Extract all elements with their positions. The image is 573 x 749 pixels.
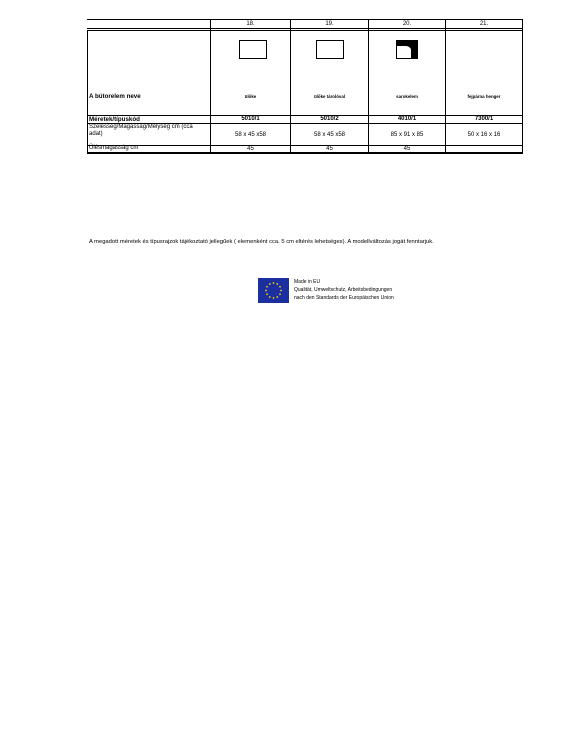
eu-star xyxy=(276,296,278,298)
seat-height-value: 45 xyxy=(326,145,333,152)
eu-star xyxy=(269,283,271,285)
type-code: 4010/1 xyxy=(397,116,417,122)
row-label-name: A bútorelem neve xyxy=(89,92,141,100)
eu-star xyxy=(266,286,268,288)
row-label-dimensions: Szélesség/Magasság/Mélység cm (cca adat) xyxy=(89,124,193,137)
eu-label-line: Made in EU xyxy=(294,279,321,285)
element-name: ülőke xyxy=(244,93,257,99)
row-label-code: Méretek/típuskód xyxy=(89,115,140,123)
seat-height-value xyxy=(446,145,522,152)
eu-star xyxy=(273,297,275,299)
eu-label-line: nach den Standards der Europäischen Union xyxy=(294,295,394,302)
eu-star xyxy=(269,296,271,298)
dimensions-value: 58 x 45 x58 xyxy=(313,131,346,138)
element-name: fejpárna henger xyxy=(467,93,501,99)
eu-star xyxy=(266,293,268,295)
element-name: sarokelem xyxy=(396,93,418,99)
eu-flag-icon xyxy=(258,278,289,303)
eu-label-line: Qualität, Umweltschutz, Arbeitsbedingungen xyxy=(294,287,393,294)
rectangle-icon xyxy=(239,40,267,59)
corner-element-icon xyxy=(396,40,418,59)
column-number: 20. xyxy=(402,21,412,27)
element-name: ülőke tárolóval xyxy=(314,93,345,99)
furniture-spec-table xyxy=(87,19,523,154)
dimensions-value: 58 x 45 x58 xyxy=(234,131,267,138)
dimensions-value: 85 x 91 x 85 xyxy=(390,131,424,138)
column-number: 21. xyxy=(479,21,489,27)
rectangle-icon xyxy=(316,40,344,59)
eu-star xyxy=(276,283,278,285)
made-in-eu-label xyxy=(294,278,394,303)
type-code: 5010/1 xyxy=(241,116,260,122)
column-number: 18. xyxy=(246,21,255,27)
type-code: 5010/2 xyxy=(320,116,339,122)
dimensions-value: 50 x 16 x 16 xyxy=(467,131,501,138)
eu-star xyxy=(273,282,275,284)
type-code: 7300/1 xyxy=(474,116,494,122)
eu-star xyxy=(265,290,267,292)
seat-height-value: 45 xyxy=(403,145,411,152)
eu-star xyxy=(279,293,281,295)
eu-star xyxy=(280,290,282,292)
column-number: 19. xyxy=(325,21,334,27)
eu-star xyxy=(279,286,281,288)
row-label-seat-height: Ülésmagasság cm xyxy=(89,145,139,151)
seat-height-value: 45 xyxy=(247,145,254,152)
disclaimer-note: A megadott méretek és típusrajzok tájékoztató jellegűek ( elemenként cca. 5 cm eltérés lehetséges). A modellváltozás jogát fenntarjuk. xyxy=(89,239,434,245)
